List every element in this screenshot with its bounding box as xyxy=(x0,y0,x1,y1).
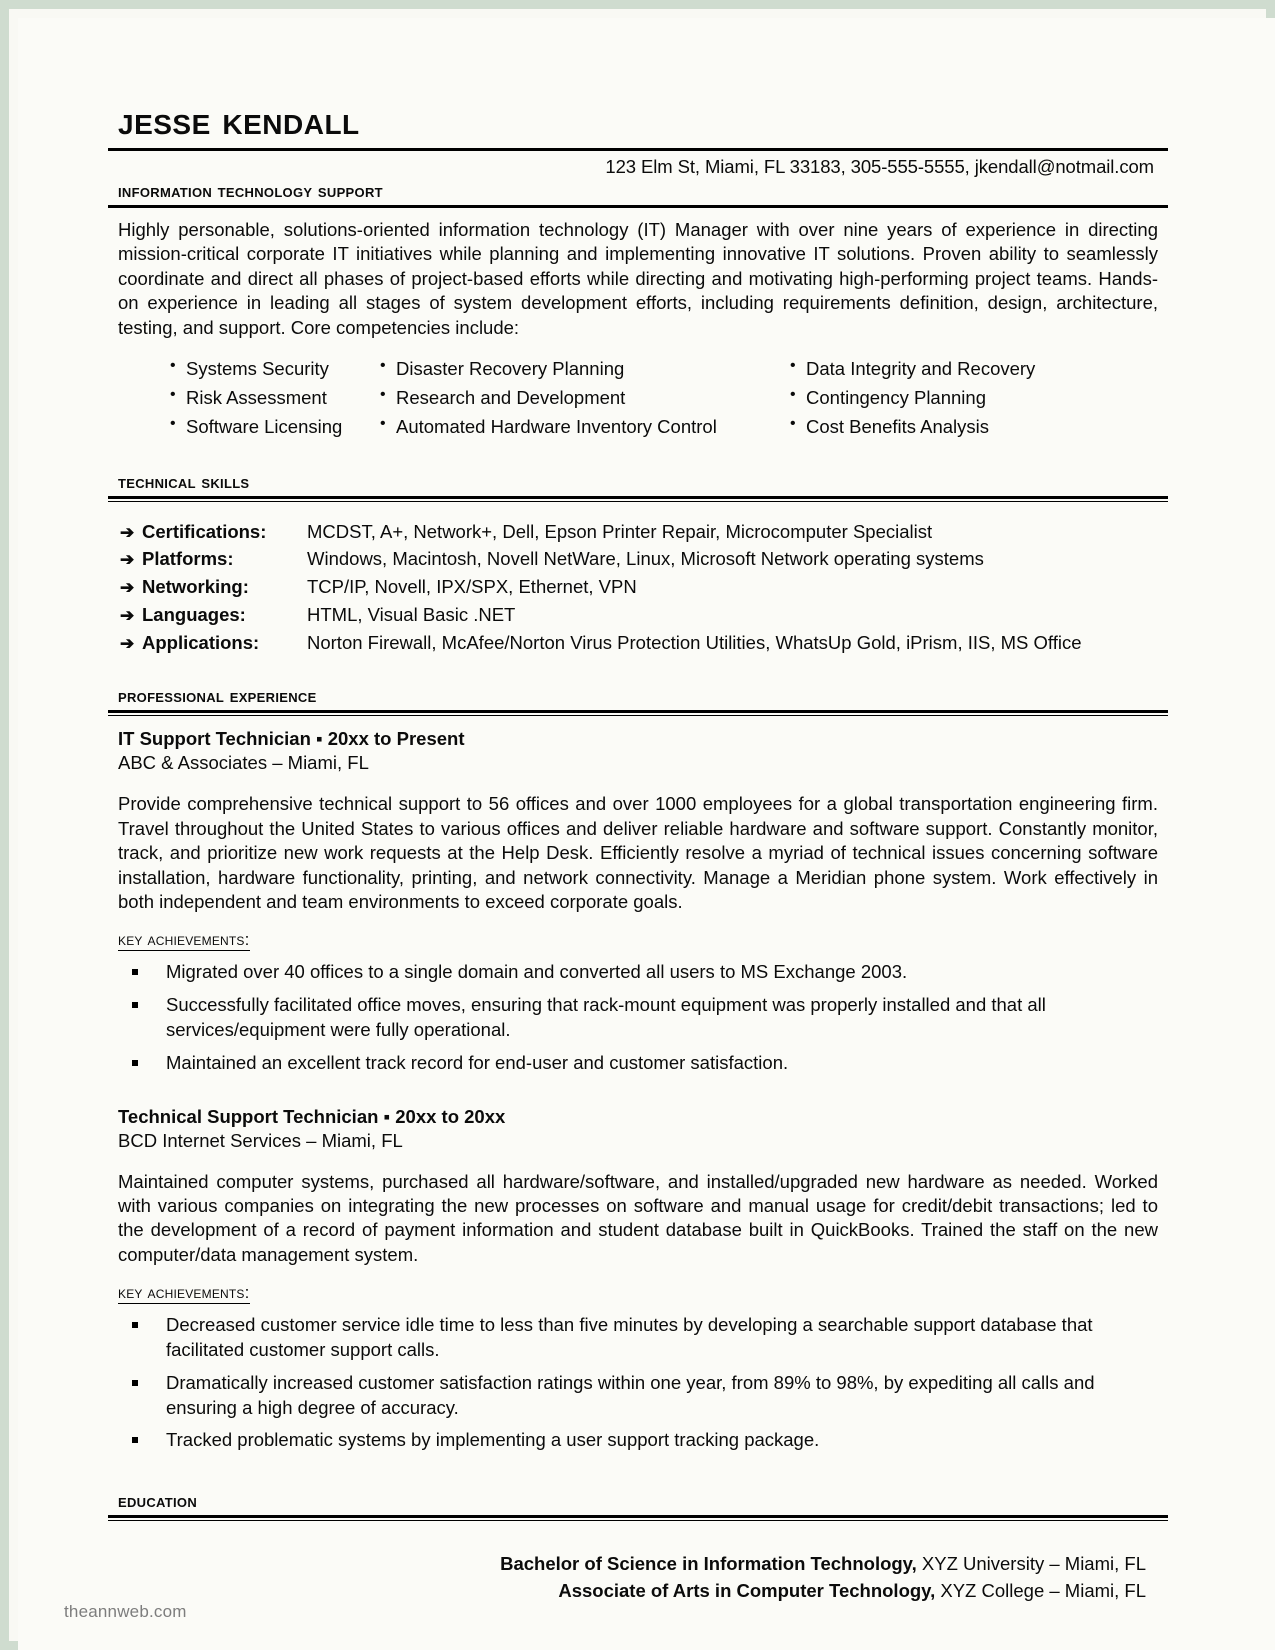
section-divider-summary xyxy=(108,205,1168,208)
skill-value: TCP/IP, Novell, IPX/SPX, Ethernet, VPN xyxy=(307,576,637,598)
competency-column-1 xyxy=(168,354,378,442)
skill-row-certifications xyxy=(120,518,1158,546)
job-title: Technical Support Technician ▪ 20xx to 20xx xyxy=(118,1105,506,1127)
section-heading-summary: information technology support xyxy=(118,181,383,202)
technical-skills-list xyxy=(108,510,1168,657)
watermark: theannweb.com xyxy=(64,1602,187,1621)
job-description: Provide comprehensive technical support to 56 offices and over 1000 employees for a global transportation engineering firm. Travel throughout the United States to various offices and deliver reliable hardware and software support. Constantly monitor, track, and prioritize new work requests at the Help Desk. Efficiently resolve a myriad of technical issues concerning software installation, hardware functionality, printing, and network connectivity. Manage a Meridian phone system. Work effectively in both independent and team environments to exceed corporate goals. xyxy=(118,793,1158,913)
education-degree: Associate of Arts in Computer Technology, xyxy=(558,1579,936,1601)
list-item: • Risk Assessment xyxy=(168,383,378,412)
list-item: Migrated over 40 offices to a single domain and converted all users to MS Exchange 2003. xyxy=(118,960,1158,985)
section-divider-education xyxy=(108,1515,1168,1521)
skill-row-applications xyxy=(120,629,1158,657)
page-title: jesse kendall xyxy=(118,99,360,143)
education-school: XYZ College – Miami, FL xyxy=(935,1579,1146,1601)
list-item: • Cost Benefits Analysis xyxy=(788,412,1158,441)
list-item: • Data Integrity and Recovery xyxy=(788,354,1158,383)
skill-value: Norton Firewall, McAfee/Norton Virus Protection Utilities, WhatsUp Gold, iPrism, IIS, MS Office xyxy=(307,631,1082,653)
skill-label: Networking: xyxy=(142,576,249,598)
experience-entry xyxy=(108,1102,1168,1454)
job-description: Maintained computer systems, purchased all hardware/software, and installed/upgraded new hardware as needed. Worked with various companies on integrating the new processes on software and manual usage for credit/debit transactions; led to the development of a record of payment information and student database built in QuickBooks. Trained the staff on the new computer/data management system. xyxy=(118,1170,1158,1265)
key-achievements-heading xyxy=(108,1267,1168,1303)
skill-value: Windows, Macintosh, Novell NetWare, Linux, Microsoft Network operating systems xyxy=(307,548,984,570)
competency-column-3 xyxy=(788,354,1158,442)
arrow-right-icon: ➔ xyxy=(120,522,135,542)
competency-column-2 xyxy=(378,354,788,442)
skill-label: Languages: xyxy=(142,603,246,625)
list-item: Tracked problematic systems by implementing a user support tracking package. xyxy=(118,1428,1158,1453)
job-company: ABC & Associates – Miami, FL xyxy=(118,752,369,774)
section-divider-technical-skills xyxy=(108,496,1168,502)
key-achievements-label: key achievements: xyxy=(118,1283,250,1303)
section-heading-experience: professional experience xyxy=(118,686,317,708)
skill-value: MCDST, A+, Network+, Dell, Epson Printer Repair, Microcomputer Specialist xyxy=(307,520,933,542)
section-heading-technical-skills: technical skills xyxy=(118,471,250,493)
job-company: BCD Internet Services – Miami, FL xyxy=(118,1129,403,1151)
list-item: • Software Licensing xyxy=(168,412,378,441)
education-school: XYZ University – Miami, FL xyxy=(916,1553,1146,1575)
arrow-right-icon: ➔ xyxy=(120,605,135,625)
list-item: • Contingency Planning xyxy=(788,383,1158,412)
resume-document xyxy=(108,58,1168,1605)
list-item: • Disaster Recovery Planning xyxy=(378,354,788,383)
skill-value: HTML, Visual Basic .NET xyxy=(307,603,516,625)
arrow-right-icon: ➔ xyxy=(120,633,135,653)
section-divider-experience xyxy=(108,710,1168,716)
experience-entry xyxy=(108,724,1168,1075)
key-achievements-heading xyxy=(108,914,1168,950)
skill-label: Certifications: xyxy=(142,520,267,542)
achievements-list xyxy=(108,1303,1168,1453)
skill-label: Platforms: xyxy=(142,548,234,570)
skill-label: Applications: xyxy=(142,631,260,653)
achievements-list xyxy=(108,950,1168,1075)
list-item: Maintained an excellent track record for end-user and customer satisfaction. xyxy=(118,1051,1158,1076)
summary-paragraph: Highly personable, solutions-oriented information technology (IT) Manager with over nine years of experience in directing mission-critical corporate IT initiatives while planning and implementing innovative IT solutions. Proven ability to seamlessly coordinate and direct all phases of project-based efforts while directing and motivating high-performing project teams. Hands-on experience in leading all stages of system development efforts, including requirements definition, design, architecture, testing, and support. Core competencies include: xyxy=(118,219,1158,338)
list-item: • Automated Hardware Inventory Control xyxy=(378,412,788,441)
education-entry xyxy=(118,1551,1146,1578)
arrow-right-icon: ➔ xyxy=(120,550,135,570)
core-competencies xyxy=(108,340,1168,442)
education-list xyxy=(108,1529,1168,1605)
list-item: Decreased customer service idle time to less than five minutes by developing a searchable support database that facilitated customer support calls. xyxy=(118,1313,1158,1363)
skill-row-languages xyxy=(120,601,1158,629)
arrow-right-icon: ➔ xyxy=(120,578,135,598)
list-item: Dramatically increased customer satisfaction ratings within one year, from 89% to 98%, by expediting all calls and ensuring a high degree of accuracy. xyxy=(118,1371,1158,1421)
list-item: • Systems Security xyxy=(168,354,378,383)
contact-line: 123 Elm St, Miami, FL 33183, 305-555-5555, jkendall@notmail.com xyxy=(605,156,1154,177)
resume-page xyxy=(18,18,1275,1650)
list-item: Successfully facilitated office moves, ensuring that rack-mount equipment was properly installed and that all services/equipment were fully operational. xyxy=(118,993,1158,1043)
key-achievements-label: key achievements: xyxy=(118,930,250,950)
skill-row-networking xyxy=(120,573,1158,601)
job-title: IT Support Technician ▪ 20xx to Present xyxy=(118,728,465,750)
education-degree: Bachelor of Science in Information Technology, xyxy=(500,1553,917,1575)
section-heading-education: education xyxy=(118,1491,198,1513)
list-item: • Research and Development xyxy=(378,383,788,412)
education-entry xyxy=(118,1578,1146,1605)
skill-row-platforms xyxy=(120,545,1158,573)
